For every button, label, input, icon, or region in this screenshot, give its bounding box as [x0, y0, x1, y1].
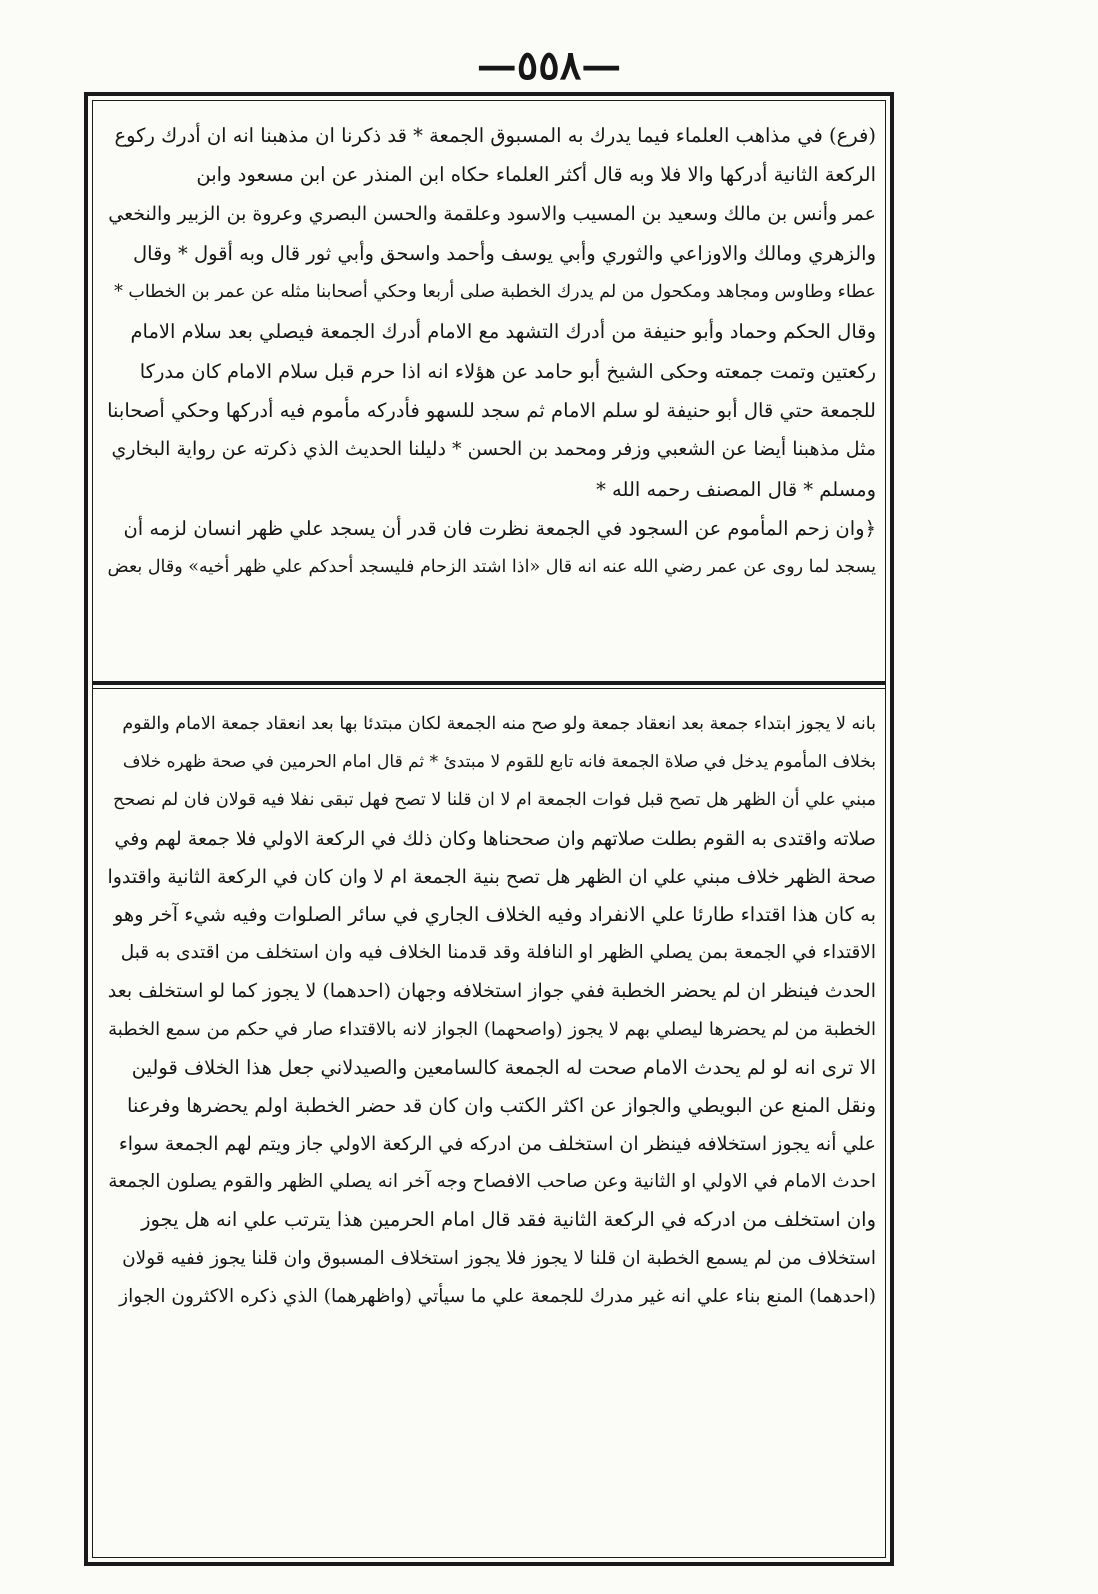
text-line: مثل مذهبنا أيضا عن الشعبي وزفر ومحمد بن الحسن * دليلنا الحديث الذي ذكرته عن رواية البخاري [111, 438, 876, 461]
text-line: صلاته واقتدى به القوم بطلت صلاتهم وان صححناها وكان ذلك في الركعة الاولي فلا جمعة لهم وفي [114, 827, 876, 850]
text-line: ﴿وان زحم المأموم عن السجود في الجمعة نظرت فان قدر أن يسجد علي ظهر انسان لزمه أن [123, 516, 876, 540]
text-line: علي أنه يجوز استخلافه فينظر ان استخلف من ادركه في الركعة الاولي جاز ويتم لهم الجمعة سواء [118, 1133, 876, 1156]
text-line: وقال الحكم وحماد وأبو حنيفة من أدرك التشهد مع الامام أدرك الجمعة فيصلي بعد سلام الامام [130, 320, 876, 344]
text-line: عمر وأنس بن مالك وسعيد بن المسيب والاسود وعلقمة والحسن البصري وعروة بن الزبير والنخعي [108, 202, 876, 225]
text-line: ونقل المنع عن البويطي والجواز عن اكثر الكتب وان كان قد حضر الخطبة اولم يحضرها وفرعنا [127, 1093, 876, 1117]
page-number: —٥٥٨— [476, 42, 622, 89]
text-line: يسجد لما روى عن عمر رضي الله عنه انه قال «اذا اشتد الزحام فليسجد أحدكم علي ظهر أخيه» وقال بعض [107, 557, 876, 578]
text-line: الركعة الثانية أدركها والا فلا وبه قال أكثر العلماء حكاه ابن المنذر عن ابن مسعود وابن [196, 163, 876, 187]
text-line: ومسلم * قال المصنف رحمه الله * [596, 477, 876, 501]
text-line: (احدهما) المنع بناء علي انه غير مدرك للجمعة علي ما سيأتي (واظهرهما) الذي ذكره الاكثرون الجواز [119, 1285, 876, 1307]
text-line: صحة الظهر خلاف مبني علي ان الظهر هل تصح بنية الجمعة ام لا وان كان في الركعة الثانية واقتدوا [107, 865, 876, 888]
text-line: بخلاف المأموم يدخل في صلاة الجمعة فانه تابع للقوم لا مبتدئ * ثم قال امام الحرمين في صحة ظهره خلاف [122, 752, 876, 773]
text-line: مبني علي أن الظهر هل تصح قبل فوات الجمعة ام لا ان قلنا لا تصح فهل تبقى نفلا فيه قولان فان لم نصحح [113, 790, 876, 811]
text-line: والزهري ومالك والاوزاعي والثوري وأبي يوسف وأحمد واسحق وأبي ثور قال وبه أقول * وقال [132, 241, 876, 265]
text-line: به كان هذا اقتداء طارئا علي الانفراد وفيه الخلاف الجاري في سائر الصلوات وفيه شيء آخر وهو [113, 902, 876, 926]
text-line: الحدث فينظر ان لم يحضر الخطبة ففي جواز استخلافه وجهان (احدهما) لا يجوز كما لو استخلف بعد [107, 980, 876, 1003]
text-line: للجمعة حتي قال أبو حنيفة لو سلم الامام ثم سجد للسهو فأدركه مأموم فيه أدركها وحكي أصحابنا [107, 399, 876, 423]
text-line: بانه لا يجوز ابتداء جمعة بعد انعقاد جمعة ولو صح منه الجمعة لكان مبتدئا بها بعد انعقاد جمعة الامام والقوم [122, 714, 876, 734]
text-line: ركعتين وتمت جمعته وحكى الشيخ أبو حامد عن هؤلاء انه اذا حرم قبل سلام الامام كان مدركا [139, 359, 876, 383]
text-line: الا ترى انه لو لم يحدث الامام صحت له الجمعة كالسامعين والصيدلاني جعل هذا الخلاف قولين [131, 1055, 876, 1079]
main-text-section [104, 116, 876, 588]
text-line: عطاء وطاوس ومجاهد ومكحول من لم يدرك الخطبة صلى أربعا وحكي أصحابنا مثله عن عمر بن الخطاب * [114, 282, 876, 303]
text-line: احدث الامام في الاولي او الثانية وعن صاحب الافصاح وجه آخر انه يصلي الظهر والقوم يصلون الجمعة [108, 1171, 876, 1193]
text-line: الاقتداء في الجمعة بمن يصلي الظهر او النافلة وقد قدمنا الخلاف فيه وان استخلف من اقتدى به قبل [120, 942, 876, 964]
section-divider [92, 681, 886, 689]
text-line: (فرع) في مذاهب العلماء فيما يدرك به المسبوق الجمعة * قد ذكرنا ان مذهبنا انه ان أدرك ركوع [114, 124, 876, 147]
text-line: وان استخلف من ادركه في الركعة الثانية فقد قال امام الحرمين هذا يترتب علي انه هل يجوز [141, 1208, 876, 1232]
text-line: استخلاف من لم يسمع الخطبة ان قلنا لا يجوز فلا يجوز استخلاف المسبوق وان قلنا يجوز ففيه قولان [122, 1247, 876, 1269]
commentary-section [104, 705, 876, 1316]
text-line: الخطبة من لم يحضرها ليصلي بهم لا يجوز (واصحهما) الجواز لانه بالاقتداء صار في حكم من سمع الخطبة [108, 1018, 876, 1040]
